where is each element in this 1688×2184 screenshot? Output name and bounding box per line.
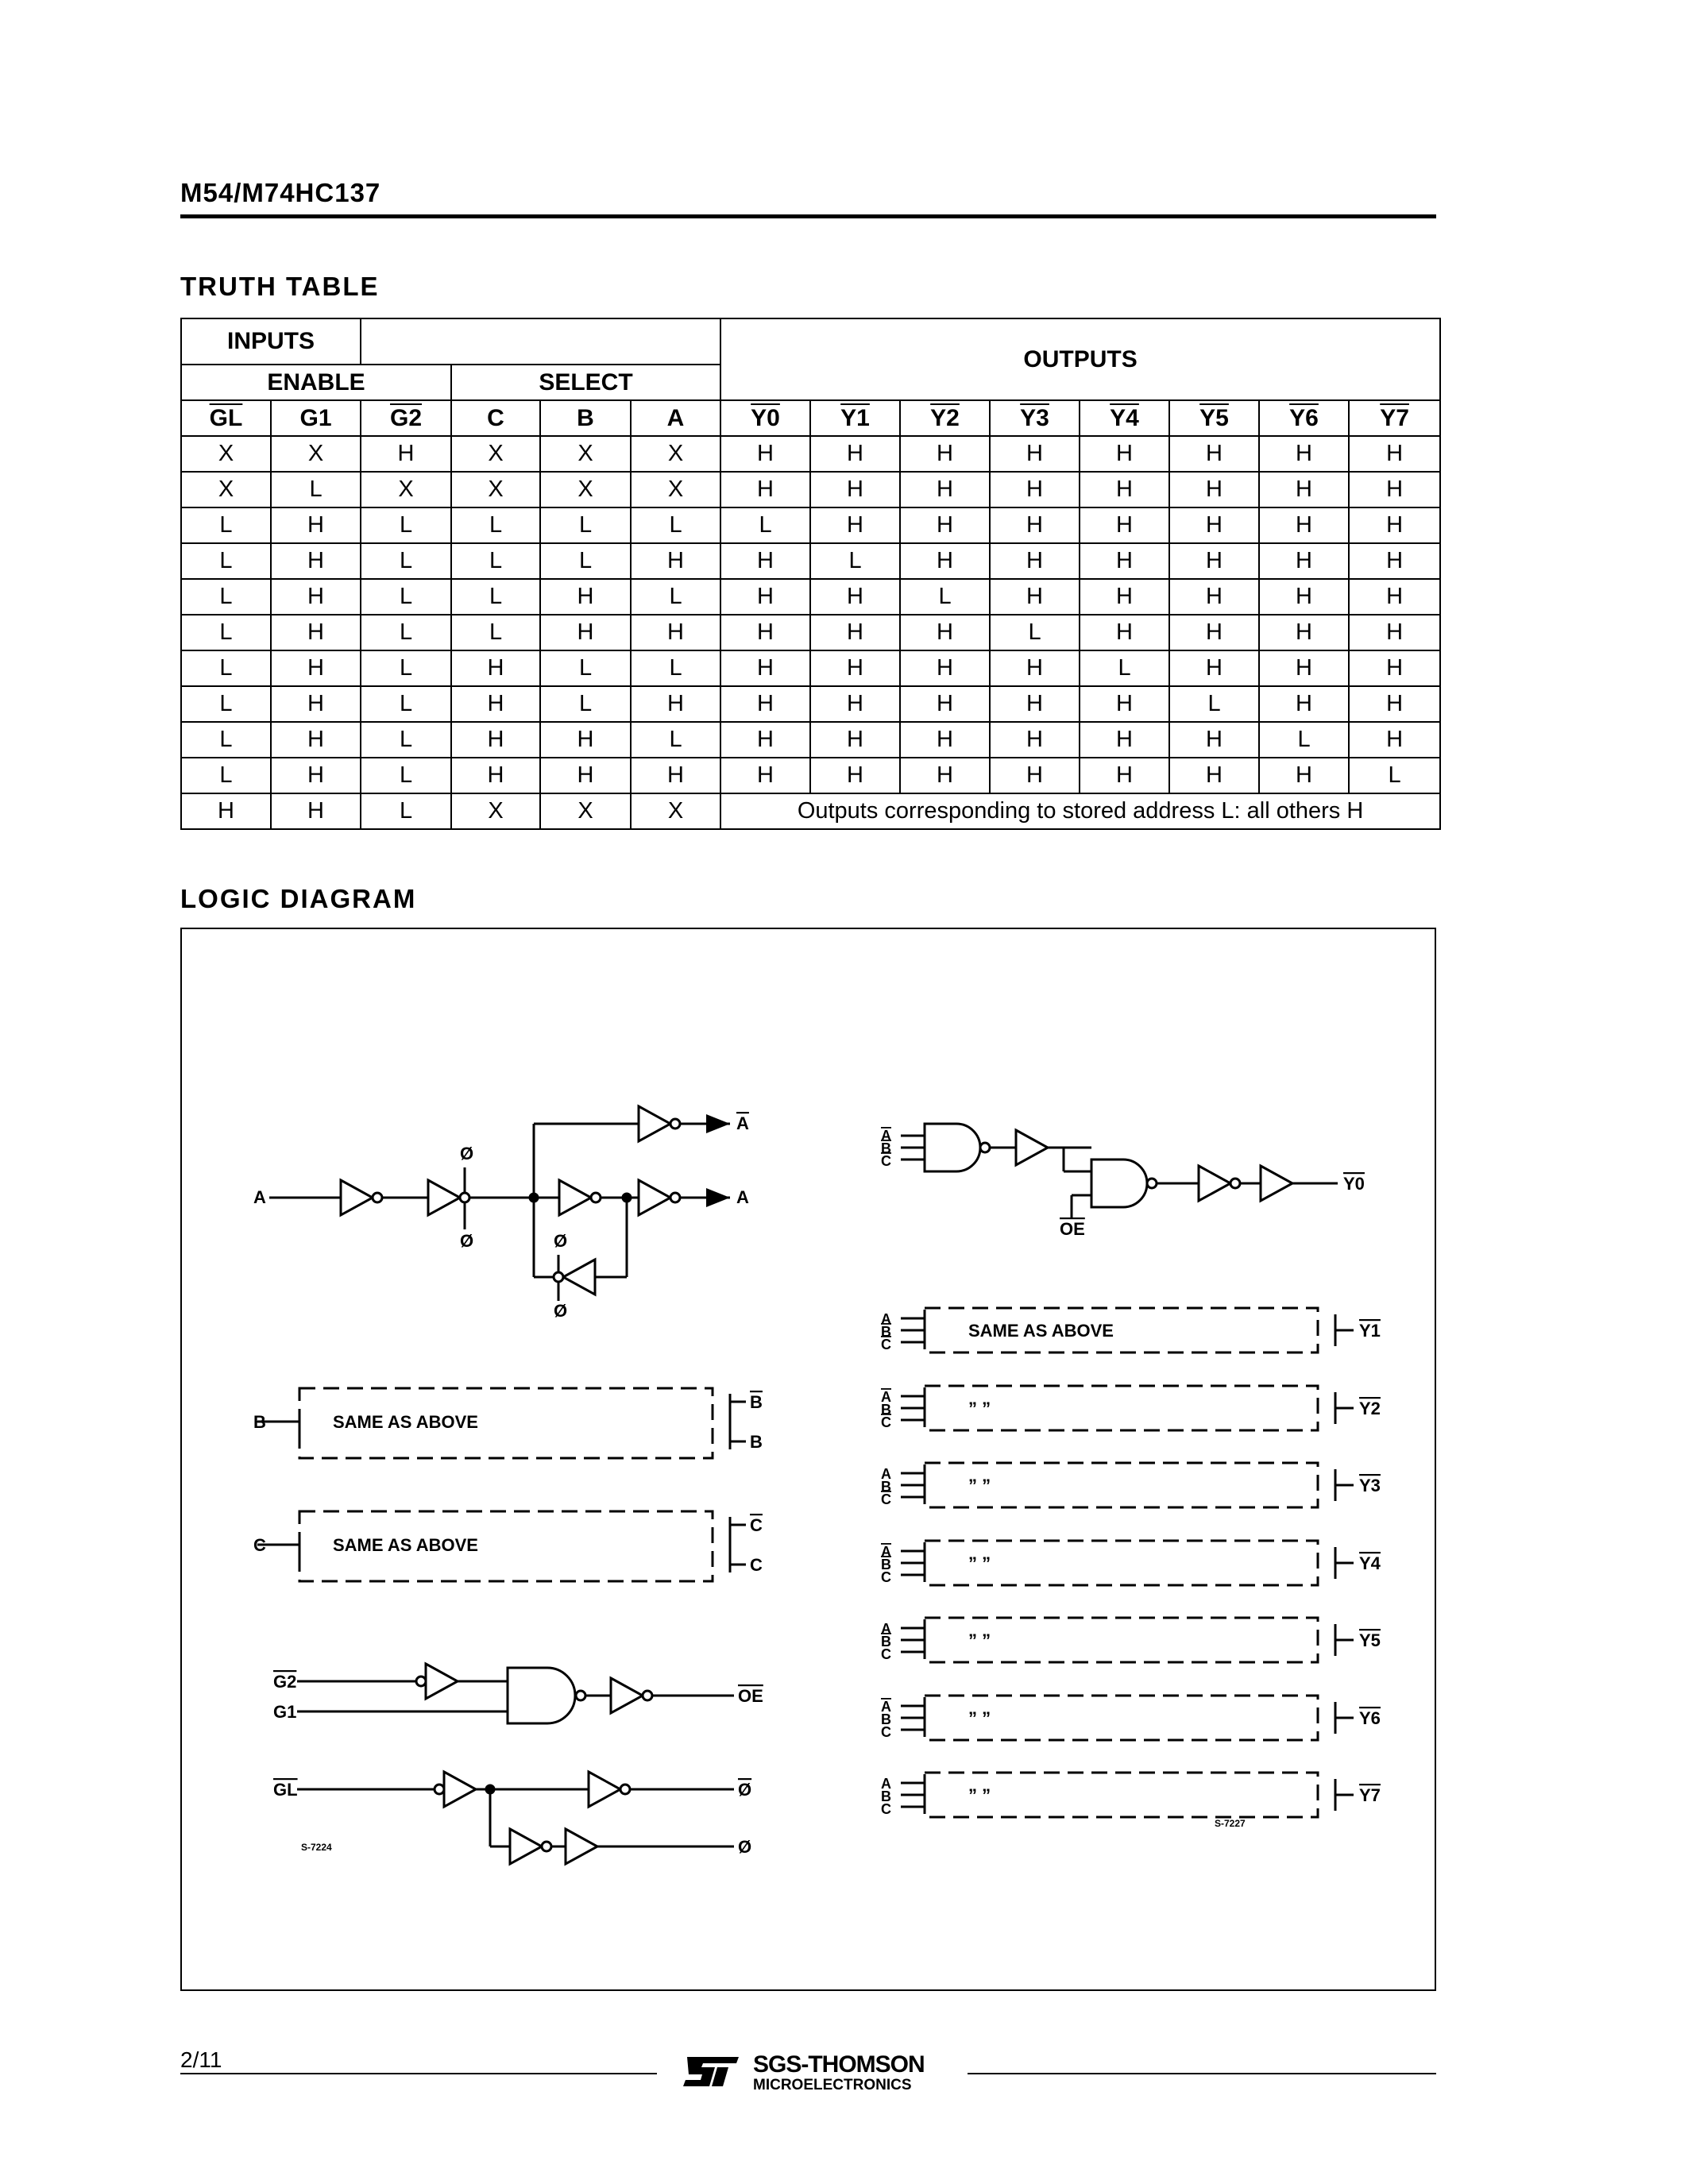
y4-output-label: Y4: [1359, 1553, 1381, 1573]
table-cell: L: [720, 507, 810, 543]
table-cell: H: [1169, 436, 1259, 472]
table-cell: H: [900, 615, 990, 650]
page-number: 2/11: [180, 2047, 222, 2072]
column-header-y7: Y7: [1349, 400, 1440, 436]
column-header-g1: G1: [271, 400, 361, 436]
table-cell: L: [361, 579, 451, 615]
table-cell: H: [900, 722, 990, 758]
table-cell: L: [361, 615, 451, 650]
table-cell: H: [1080, 758, 1169, 793]
enable-group-header: ENABLE: [181, 365, 451, 400]
table-cell: H: [1259, 436, 1349, 472]
table-cell: X: [271, 436, 361, 472]
table-cell: H: [1080, 686, 1169, 722]
table-cell: H: [1259, 507, 1349, 543]
inputs-blank-cell: [361, 318, 720, 365]
table-cell: H: [271, 543, 361, 579]
table-cell: H: [990, 686, 1080, 722]
table-cell: H: [1349, 579, 1440, 615]
ditto-marks: ” ”: [968, 1708, 991, 1728]
table-cell: L: [181, 507, 271, 543]
table-cell: H: [540, 615, 631, 650]
document-title: M54/M74HC137: [180, 178, 381, 207]
table-row: [181, 686, 1440, 722]
inputs-group-header: INPUTS: [181, 318, 361, 365]
table-cell: H: [810, 472, 900, 507]
table-cell: H: [540, 722, 631, 758]
table-cell: H: [1349, 686, 1440, 722]
phi-output-label: Ø: [738, 1837, 752, 1857]
inverter-gate: [589, 1772, 620, 1807]
table-row: [181, 543, 1440, 579]
select-group-header: SELECT: [451, 365, 720, 400]
footer-rule-left: [180, 2073, 657, 2074]
table-cell: X: [631, 472, 720, 507]
table-cell: H: [810, 579, 900, 615]
column-header-y0: Y0: [720, 400, 810, 436]
input-c-label: C: [253, 1535, 266, 1555]
table-cell: L: [631, 650, 720, 686]
phi-bar-label: Ø: [554, 1301, 568, 1321]
table-cell: H: [720, 543, 810, 579]
table-cell: H: [720, 436, 810, 472]
inverter-gate: [341, 1180, 373, 1215]
table-cell: X: [361, 472, 451, 507]
table-row: [181, 758, 1440, 793]
table-cell: H: [271, 507, 361, 543]
table-cell: H: [990, 650, 1080, 686]
y4-input-a-label: A: [881, 1544, 891, 1560]
gl-label: GL: [273, 1780, 298, 1800]
table-cell: H: [990, 472, 1080, 507]
table-cell: H: [1169, 472, 1259, 507]
table-cell: L: [181, 615, 271, 650]
table-cell: L: [181, 722, 271, 758]
inverter-gate: [639, 1180, 670, 1215]
table-cell: H: [631, 758, 720, 793]
table-cell: H: [451, 650, 540, 686]
y6-input-b-label: B: [881, 1711, 891, 1727]
input-a-label: A: [253, 1187, 266, 1207]
inverter-gate: [510, 1829, 542, 1864]
company-name: SGS-THOMSON: [753, 2051, 925, 2078]
table-cell: H: [1349, 507, 1440, 543]
table-cell: L: [181, 579, 271, 615]
inverter-gate: [444, 1772, 476, 1807]
table-cell: H: [720, 758, 810, 793]
table-cell: H: [720, 579, 810, 615]
y4-input-c-label: C: [881, 1569, 891, 1585]
company-division: MICROELECTRONICS: [753, 2077, 912, 2093]
feedback-gate: [563, 1260, 595, 1295]
table-cell: L: [810, 543, 900, 579]
y4-input-b-label: B: [881, 1557, 891, 1572]
column-header-y3: Y3: [990, 400, 1080, 436]
ditto-marks: ” ”: [968, 1785, 991, 1805]
table-cell: L: [451, 507, 540, 543]
table-cell: X: [631, 793, 720, 829]
y2-input-c-label: C: [881, 1414, 891, 1430]
table-cell: H: [900, 686, 990, 722]
truth-table-heading: TRUTH TABLE: [180, 272, 380, 301]
c-output-label: C: [750, 1555, 763, 1575]
table-cell: H: [451, 686, 540, 722]
table-cell: H: [1169, 615, 1259, 650]
table-row: [181, 650, 1440, 686]
column-header-c: C: [451, 400, 540, 436]
table-cell: X: [181, 436, 271, 472]
table-cell: H: [1259, 686, 1349, 722]
phi-bar-label: Ø: [460, 1144, 474, 1163]
table-cell: H: [900, 472, 990, 507]
column-header-y4: Y4: [1080, 400, 1169, 436]
table-cell: H: [810, 686, 900, 722]
y1-input-c-label: C: [881, 1337, 891, 1352]
table-cell: H: [1169, 758, 1259, 793]
table-cell: H: [900, 758, 990, 793]
table-cell: H: [540, 579, 631, 615]
a-output-label: A: [736, 1187, 749, 1207]
table-cell: L: [540, 507, 631, 543]
y5-input-b-label: B: [881, 1634, 891, 1650]
y2-input-b-label: B: [881, 1402, 891, 1418]
outputs-note-cell: Outputs corresponding to stored address L: all others H: [720, 793, 1440, 829]
table-cell: L: [361, 686, 451, 722]
oe-output-label: OE: [738, 1686, 763, 1706]
table-row: [181, 507, 1440, 543]
nand-gate: [508, 1668, 575, 1723]
table-cell: X: [451, 436, 540, 472]
table-cell: H: [1259, 472, 1349, 507]
table-cell: X: [540, 436, 631, 472]
y7-input-b-label: B: [881, 1788, 891, 1804]
y6-output-label: Y6: [1359, 1708, 1381, 1728]
table-cell: X: [540, 472, 631, 507]
logic-diagram-frame: [180, 928, 1436, 1991]
table-cell: H: [990, 436, 1080, 472]
table-cell: H: [900, 543, 990, 579]
table-cell: L: [1349, 758, 1440, 793]
inverter-gate: [639, 1106, 670, 1141]
table-cell: L: [1169, 686, 1259, 722]
table-cell: L: [361, 650, 451, 686]
table-cell: H: [631, 615, 720, 650]
footer-rule-right: [968, 2073, 1436, 2074]
y0-input-b-label: B: [881, 1140, 891, 1156]
ditto-marks: ” ”: [968, 1630, 991, 1650]
table-cell: H: [1349, 615, 1440, 650]
inverter-gate: [566, 1829, 597, 1864]
table-cell: L: [181, 686, 271, 722]
st-logo-icon: [679, 2053, 743, 2089]
y1-output-label: Y1: [1359, 1321, 1381, 1341]
y2-input-a-label: A: [881, 1389, 891, 1405]
table-cell: H: [271, 758, 361, 793]
y7-input-c-label: C: [881, 1801, 891, 1817]
table-cell: H: [271, 579, 361, 615]
a-bar-output-label: A: [736, 1113, 749, 1133]
table-cell: H: [1349, 650, 1440, 686]
inverter-gate: [559, 1180, 591, 1215]
table-cell: L: [1259, 722, 1349, 758]
input-b-label: B: [253, 1412, 266, 1432]
table-cell: H: [810, 758, 900, 793]
table-cell: L: [181, 650, 271, 686]
inverter-gate: [611, 1678, 643, 1713]
table-cell: H: [540, 758, 631, 793]
table-cell: X: [451, 793, 540, 829]
y0-input-c-label: C: [881, 1153, 891, 1169]
table-cell: H: [1349, 543, 1440, 579]
g2-label: G2: [273, 1672, 297, 1692]
table-cell: L: [631, 722, 720, 758]
y5-input-c-label: C: [881, 1646, 891, 1662]
phi-bar-output-label: Ø: [738, 1780, 752, 1800]
table-row: [181, 793, 1440, 829]
logic-diagram-heading: LOGIC DIAGRAM: [180, 884, 417, 913]
column-header-gl: $\overline{GL}$: [181, 400, 271, 436]
column-header-y1: Y1: [810, 400, 900, 436]
phi-label: Ø: [460, 1231, 474, 1251]
table-cell: H: [1349, 722, 1440, 758]
table-cell: L: [361, 507, 451, 543]
table-cell: H: [271, 686, 361, 722]
table-cell: H: [451, 722, 540, 758]
table-cell: H: [1259, 615, 1349, 650]
table-cell: L: [181, 758, 271, 793]
column-header-a: A: [631, 400, 720, 436]
table-cell: L: [361, 722, 451, 758]
y3-output-label: Y3: [1359, 1476, 1381, 1495]
table-cell: L: [631, 507, 720, 543]
y6-input-c-label: C: [881, 1724, 891, 1740]
figure-reference-right: S-7227: [1215, 1818, 1246, 1829]
table-row: [181, 472, 1440, 507]
inverter-gate: [1261, 1166, 1292, 1201]
table-cell: H: [1349, 472, 1440, 507]
table-cell: X: [451, 472, 540, 507]
table-cell: H: [1259, 650, 1349, 686]
table-cell: H: [720, 686, 810, 722]
table-cell: L: [181, 543, 271, 579]
table-cell: H: [720, 722, 810, 758]
table-cell: H: [1080, 722, 1169, 758]
c-bar-output-label: C: [750, 1515, 763, 1535]
ditto-marks: ” ”: [968, 1553, 991, 1573]
column-header-y2: Y2: [900, 400, 990, 436]
ditto-marks: ” ”: [968, 1399, 991, 1418]
table-cell: H: [1259, 543, 1349, 579]
table-cell: H: [271, 793, 361, 829]
table-cell: L: [900, 579, 990, 615]
transmission-gate: [428, 1180, 460, 1215]
table-cell: H: [900, 650, 990, 686]
y0-output-label: Y0: [1343, 1174, 1365, 1194]
nand-gate: [925, 1124, 980, 1171]
inverter-gate: [1199, 1166, 1230, 1201]
figure-reference-left: S-7224: [301, 1842, 332, 1853]
table-cell: H: [181, 793, 271, 829]
y3-input-b-label: B: [881, 1479, 891, 1495]
table-cell: H: [900, 507, 990, 543]
table-cell: H: [1349, 436, 1440, 472]
table-cell: H: [810, 507, 900, 543]
table-cell: H: [1259, 579, 1349, 615]
y0-input-a-label: A: [881, 1128, 891, 1144]
table-cell: L: [361, 758, 451, 793]
y1-input-b-label: B: [881, 1324, 891, 1340]
y2-output-label: Y2: [1359, 1399, 1381, 1418]
y3-input-c-label: C: [881, 1491, 891, 1507]
table-cell: L: [451, 615, 540, 650]
inverter-gate: [1016, 1130, 1048, 1165]
table-cell: H: [990, 507, 1080, 543]
outputs-group-header: OUTPUTS: [720, 318, 1440, 400]
g1-label: G1: [273, 1702, 297, 1722]
table-cell: X: [540, 793, 631, 829]
y7-output-label: Y7: [1359, 1785, 1381, 1805]
table-cell: L: [1080, 650, 1169, 686]
table-row: [181, 722, 1440, 758]
y5-output-label: Y5: [1359, 1630, 1381, 1650]
table-row: [181, 615, 1440, 650]
y3-input-a-label: A: [881, 1466, 891, 1482]
same-as-above-text: SAME AS ABOVE: [333, 1412, 478, 1432]
table-cell: L: [361, 793, 451, 829]
truth-table: [180, 318, 1441, 830]
ditto-marks: ” ”: [968, 1476, 991, 1495]
inverter-gate: [426, 1664, 458, 1699]
table-cell: H: [631, 686, 720, 722]
table-cell: H: [1080, 579, 1169, 615]
table-cell: X: [181, 472, 271, 507]
table-cell: H: [990, 722, 1080, 758]
table-cell: H: [361, 436, 451, 472]
table-cell: H: [631, 543, 720, 579]
table-cell: H: [810, 722, 900, 758]
logic-diagram: [182, 929, 1435, 1989]
table-cell: L: [451, 543, 540, 579]
table-cell: L: [990, 615, 1080, 650]
y5-input-a-label: A: [881, 1621, 891, 1637]
b-bar-output-label: B: [750, 1392, 763, 1412]
table-cell: H: [1080, 615, 1169, 650]
title-rule: [180, 214, 1436, 218]
table-cell: L: [631, 579, 720, 615]
table-row: [181, 436, 1440, 472]
table-cell: H: [990, 579, 1080, 615]
table-cell: H: [1080, 436, 1169, 472]
table-cell: H: [720, 615, 810, 650]
column-header-g2: G2: [361, 400, 451, 436]
column-header-y6: Y6: [1259, 400, 1349, 436]
table-cell: H: [900, 436, 990, 472]
table-cell: L: [271, 472, 361, 507]
y0-oe-label: OE: [1060, 1219, 1085, 1239]
same-as-above-text: SAME AS ABOVE: [333, 1535, 478, 1555]
table-cell: L: [361, 543, 451, 579]
table-cell: H: [1169, 650, 1259, 686]
table-cell: H: [1169, 579, 1259, 615]
table-cell: H: [1080, 472, 1169, 507]
nand-gate: [1091, 1160, 1147, 1207]
table-cell: H: [1259, 758, 1349, 793]
table-cell: H: [1169, 543, 1259, 579]
column-header-b: B: [540, 400, 631, 436]
b-output-label: B: [750, 1432, 763, 1452]
same-as-above-text: SAME AS ABOVE: [968, 1321, 1114, 1341]
y7-input-a-label: A: [881, 1776, 891, 1792]
table-cell: H: [810, 650, 900, 686]
table-cell: H: [810, 436, 900, 472]
table-cell: H: [1080, 543, 1169, 579]
table-cell: H: [451, 758, 540, 793]
table-cell: H: [990, 543, 1080, 579]
table-cell: H: [810, 615, 900, 650]
phi-label: Ø: [554, 1231, 568, 1251]
column-header-y5: Y5: [1169, 400, 1259, 436]
table-cell: H: [990, 758, 1080, 793]
table-cell: H: [271, 722, 361, 758]
table-cell: L: [540, 650, 631, 686]
y6-input-a-label: A: [881, 1699, 891, 1715]
table-cell: H: [720, 472, 810, 507]
table-cell: H: [720, 650, 810, 686]
table-cell: H: [1080, 507, 1169, 543]
table-cell: L: [540, 543, 631, 579]
table-cell: L: [451, 579, 540, 615]
table-cell: H: [1169, 722, 1259, 758]
table-cell: X: [631, 436, 720, 472]
table-row: [181, 579, 1440, 615]
y1-input-a-label: A: [881, 1311, 891, 1327]
table-cell: H: [1169, 507, 1259, 543]
table-cell: H: [271, 650, 361, 686]
table-cell: L: [540, 686, 631, 722]
table-cell: H: [271, 615, 361, 650]
